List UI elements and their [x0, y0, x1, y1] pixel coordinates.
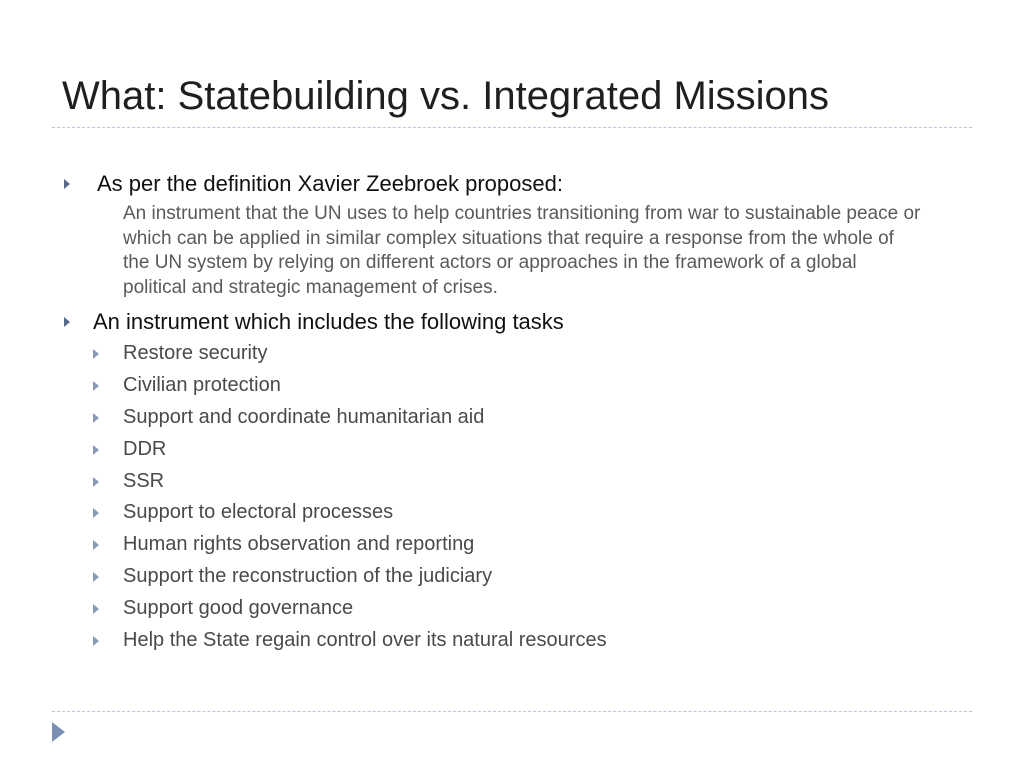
task-label: SSR: [123, 469, 165, 492]
sub-bullet-triangle-icon: [93, 540, 99, 550]
task-item: [93, 593, 962, 625]
sub-bullet-triangle-icon: [93, 349, 99, 359]
task-item: [93, 466, 962, 498]
definition-text: An instrument that the UN uses to help countries transitioning from war to sustainable peace or which can be applied in similar complex situations that require a response from the whole of the UN system by relying on different actors or approaches in the framework of a global political and strategic management of crises.: [123, 203, 921, 298]
task-item: [93, 625, 962, 657]
sub-bullet-triangle-icon: [93, 445, 99, 455]
sub-bullet-triangle-icon: [93, 604, 99, 614]
task-label: Support to electoral processes: [123, 501, 394, 524]
title-divider: [52, 127, 972, 128]
task-item: [93, 529, 962, 561]
sub-bullet-triangle-icon: [93, 477, 99, 487]
sub-bullet-triangle-icon: [93, 636, 99, 646]
bullet-triangle-icon: [64, 317, 70, 327]
task-label: Support the reconstruction of the judiciary: [123, 564, 493, 587]
task-item: [93, 497, 962, 529]
bullet-triangle-icon: [64, 179, 70, 189]
slide-body: [62, 168, 962, 656]
task-label: Help the State regain control over its natural resources: [123, 628, 607, 651]
sub-bullet-triangle-icon: [93, 413, 99, 423]
task-label: Civilian protection: [123, 374, 281, 397]
bullet-label: As per the definition Xavier Zeebroek proposed:: [97, 171, 563, 196]
task-label: Support good governance: [123, 596, 354, 619]
task-item: [93, 434, 962, 466]
task-label: DDR: [123, 437, 167, 460]
sub-bullet-triangle-icon: [93, 508, 99, 518]
bullet-label: An instrument which includes the following tasks: [93, 309, 564, 335]
task-item: [93, 402, 962, 434]
footer-divider: [52, 711, 972, 712]
task-label: Human rights observation and reporting: [123, 533, 475, 556]
bullet-definition: [62, 168, 962, 200]
task-item: [93, 561, 962, 593]
sub-bullet-triangle-icon: [93, 572, 99, 582]
bullet-tasks: [62, 306, 962, 338]
task-label: Restore security: [123, 342, 268, 365]
task-item: [93, 370, 962, 402]
task-item: [93, 338, 962, 370]
task-label: Support and coordinate humanitarian aid: [123, 405, 485, 428]
play-triangle-icon: [52, 722, 65, 742]
sub-bullet-triangle-icon: [93, 381, 99, 391]
task-list: [93, 338, 962, 656]
slide-title: What: Statebuilding vs. Integrated Missions: [62, 74, 830, 118]
